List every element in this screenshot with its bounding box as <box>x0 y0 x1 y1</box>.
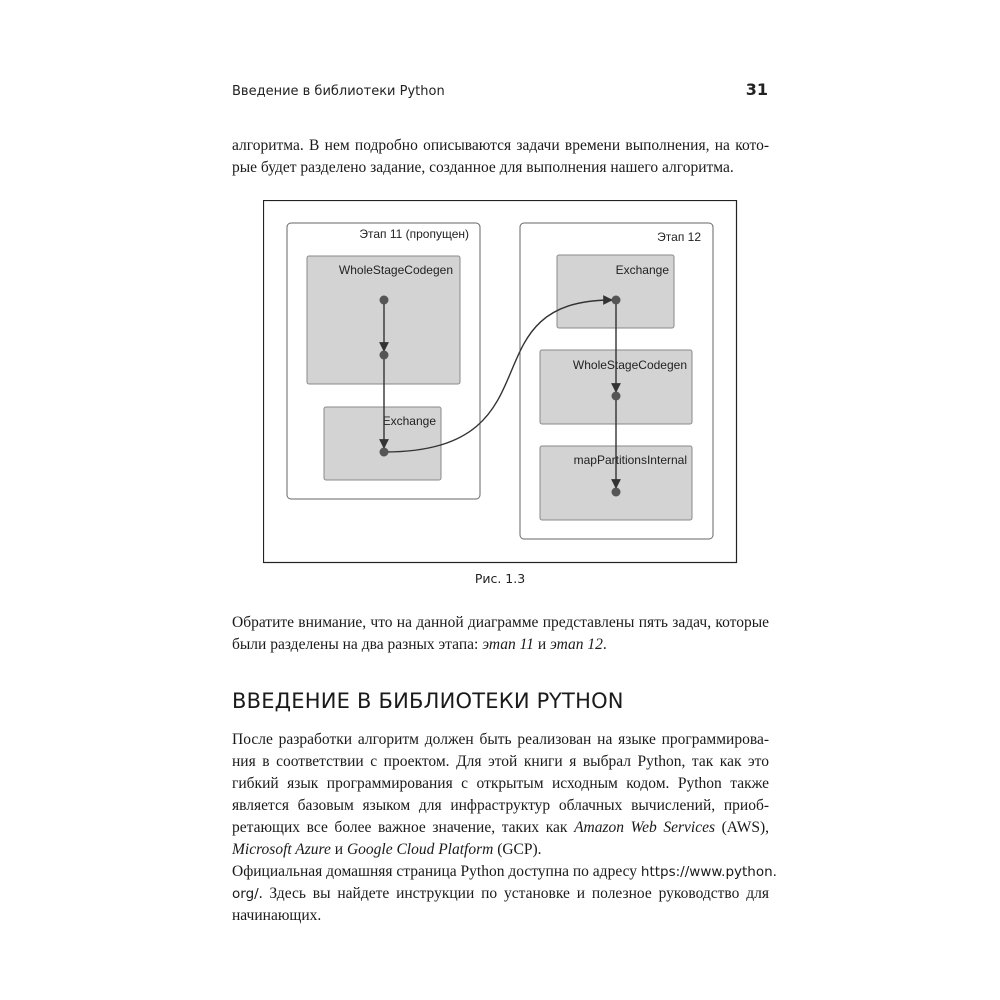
emphasis-azure: Microsoft Azure <box>232 841 331 858</box>
stage-diagram-svg <box>263 200 738 564</box>
text-line: алгоритма. В нем подробно описываются задачи времени выполнения, на кото- <box>232 137 769 154</box>
task-label: mapPartitionsInternal <box>573 453 687 467</box>
text-run: Официальная домашняя страница Python доступна по адресу <box>232 863 641 880</box>
figure-caption: Рис. 1.3 <box>474 571 526 586</box>
node-dot <box>612 392 621 401</box>
task-label: WholeStageCodegen <box>572 358 687 372</box>
emphasis-aws: Amazon Web Services <box>574 819 715 836</box>
section-paragraph-1 <box>232 729 769 861</box>
section-heading: ВВЕДЕНИЕ В БИБЛИОТЕКИ PYTHON <box>232 689 624 713</box>
emphasis-stage-12: этап 12 <box>549 636 603 653</box>
text-line: начинающих. <box>232 907 322 924</box>
task-label: Exchange <box>382 414 436 428</box>
stage-11-label: Этап 11 (пропущен) <box>359 227 469 241</box>
text-line <box>232 634 769 656</box>
intro-paragraph <box>232 135 769 179</box>
text-run: и <box>533 636 550 653</box>
python-url-part2[interactable]: org/ <box>232 886 259 902</box>
node-dot <box>612 488 621 497</box>
note-paragraph <box>232 612 769 656</box>
node-dot <box>380 296 389 305</box>
page-number: 31 <box>745 80 768 99</box>
text-run: . Здесь вы найдете инструкции по установке и полезное руководство для <box>258 885 769 902</box>
text-run: были разделены на два разных этапа: <box>232 636 483 653</box>
running-title: Введение в библиотеки Python <box>232 84 445 99</box>
text-line <box>232 861 777 883</box>
text-line <box>232 817 769 839</box>
task-label: Exchange <box>615 263 669 277</box>
text-line: является базовым языком для инфраструктур облачных вычислений, приоб- <box>232 797 769 814</box>
text-line: После разработки алгоритм должен быть реализован на языке программирова- <box>232 731 769 748</box>
text-line: ния в соответствии с проектом. Для этой книги я выбрал Python, так как это <box>232 753 769 770</box>
task-label: WholeStageCodegen <box>338 263 453 277</box>
stage-12-label: Этап 12 <box>657 230 701 244</box>
node-dot <box>380 448 389 457</box>
text-run: (AWS), <box>715 819 770 836</box>
text-line <box>232 883 769 905</box>
python-url-part1[interactable]: https://www.python. <box>640 864 777 880</box>
node-dot <box>612 296 621 305</box>
text-line: гибкий язык программирования с открытым исходным кодом. Python также <box>232 775 769 792</box>
section-paragraph-2 <box>232 861 777 927</box>
emphasis-gcp: Google Cloud Platform <box>346 841 494 858</box>
stage-diagram <box>263 200 738 569</box>
text-run: и <box>330 841 347 858</box>
text-run: (GCP). <box>493 841 542 858</box>
emphasis-stage-11: этап 11 <box>482 636 534 653</box>
text-line: Обратите внимание, что на данной диаграмме представлены пять задач, которые <box>232 614 769 631</box>
text-line: рые будет разделено задание, созданное для выполнения нашего алгоритма. <box>232 159 734 176</box>
text-run: ретающих все более важное значение, таких как <box>232 819 575 836</box>
text-line <box>232 839 769 861</box>
node-dot <box>380 351 389 360</box>
text-run: . <box>602 636 607 653</box>
